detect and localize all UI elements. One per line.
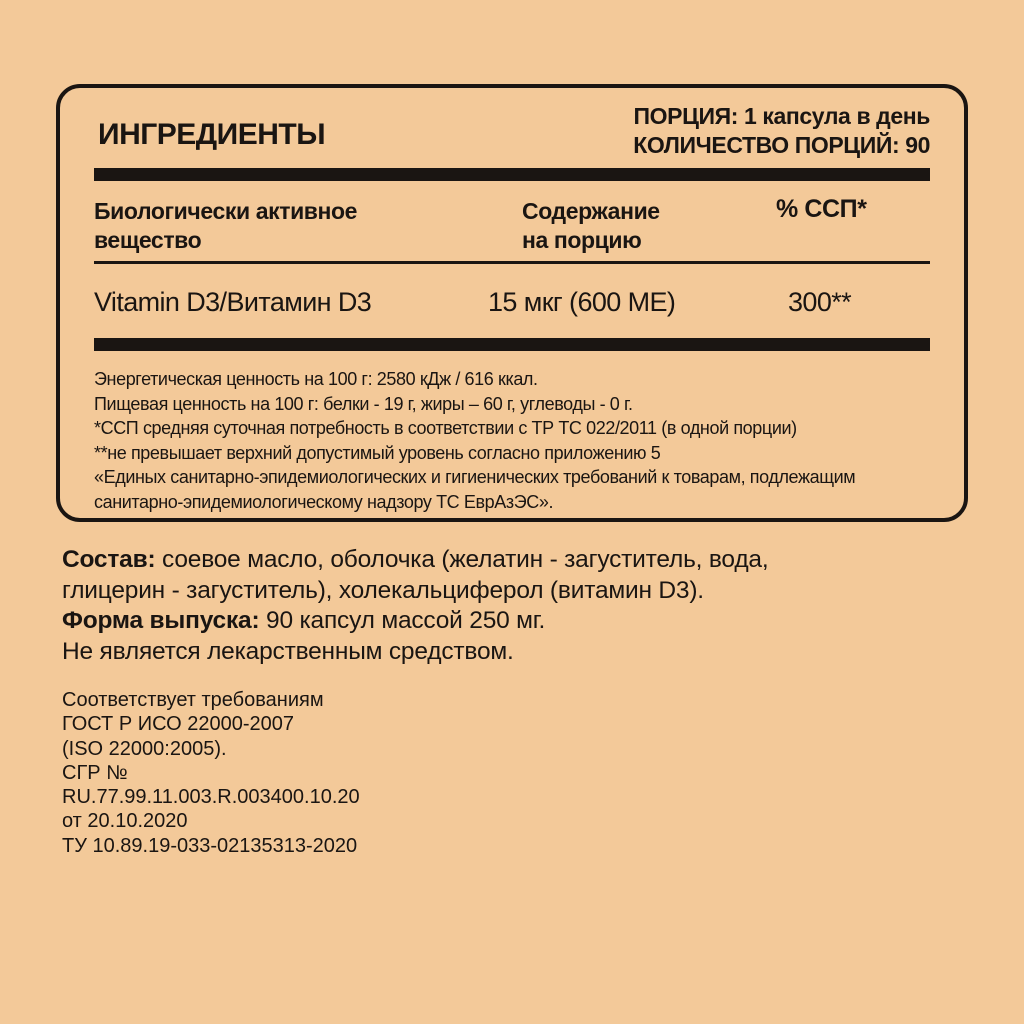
column-header-substance: Биологически активное вещество — [94, 198, 358, 253]
footnote-line: «Единых санитарно-эпидемиологических и гигиенических требований к товарам, подлежащим — [94, 467, 856, 487]
servings-count: КОЛИЧЕСТВО ПОРЦИЙ: 90 — [633, 132, 930, 158]
release-form-label: Форма выпуска: — [62, 607, 260, 634]
composition-line-1 — [62, 545, 768, 576]
serving-info — [633, 102, 930, 160]
compliance-line: от 20.10.2020 — [62, 810, 188, 833]
cell-rda: 300** — [788, 287, 852, 317]
compliance-line: ТУ 10.89.19-033-02135313-2020 — [62, 834, 358, 857]
table-divider-thick — [94, 338, 930, 351]
footnote-line: санитарно-эпидемиологическому надзору ТС ЕврАзЭС». — [94, 491, 554, 512]
compliance-line: (ISO 22000:2005). — [62, 737, 227, 760]
cell-substance: Vitamin D3/Витамин D3 — [94, 287, 372, 317]
release-form-text: 90 капсул массой 250 мг. — [259, 607, 546, 634]
composition-label: Состав: — [62, 546, 156, 573]
compliance-line: RU.77.99.11.003.R.003400.10.20 — [62, 786, 360, 809]
composition-block — [62, 545, 768, 667]
cell-content: 15 мкг (600 МЕ) — [488, 287, 676, 317]
serving-size: ПОРЦИЯ: 1 капсула в день — [633, 103, 930, 129]
compliance-line: ГОСТ Р ИСО 22000-2007 — [62, 713, 294, 736]
footnote-line: *ССП средняя суточная потребность в соответствии с ТР ТС 022/2011 (в одной порции) — [94, 418, 797, 438]
composition-text: соевое масло, оболочка (желатин - загуститель, вода, — [155, 546, 769, 573]
footnotes — [94, 367, 944, 514]
footnote-line: **не превышает верхний допустимый уровень согласно приложению 5 — [94, 442, 661, 463]
column-header-rda: % ССП* — [776, 195, 867, 223]
footnote-line: Пищевая ценность на 100 г: белки - 19 г, жиры – 60 г, углеводы - 0 г. — [94, 393, 633, 414]
compliance-line: СГР № — [62, 761, 128, 784]
disclaimer: Не является лекарственным средством. — [62, 637, 514, 665]
release-form — [62, 606, 768, 637]
header-divider-thick — [94, 168, 930, 181]
panel-title: ИНГРЕДИЕНТЫ — [98, 118, 326, 151]
ingredients-panel — [56, 84, 968, 522]
footnote-line: Энергетическая ценность на 100 г: 2580 кДж / 616 ккал. — [94, 369, 538, 389]
compliance-block — [62, 688, 360, 858]
column-header-content: Содержание на порцию — [522, 198, 660, 253]
composition-line-2: глицерин - загуститель), холекальциферол (витамин D3). — [62, 576, 704, 604]
header-divider-thin — [94, 261, 930, 264]
compliance-line: Соответствует требованиям — [62, 689, 324, 711]
